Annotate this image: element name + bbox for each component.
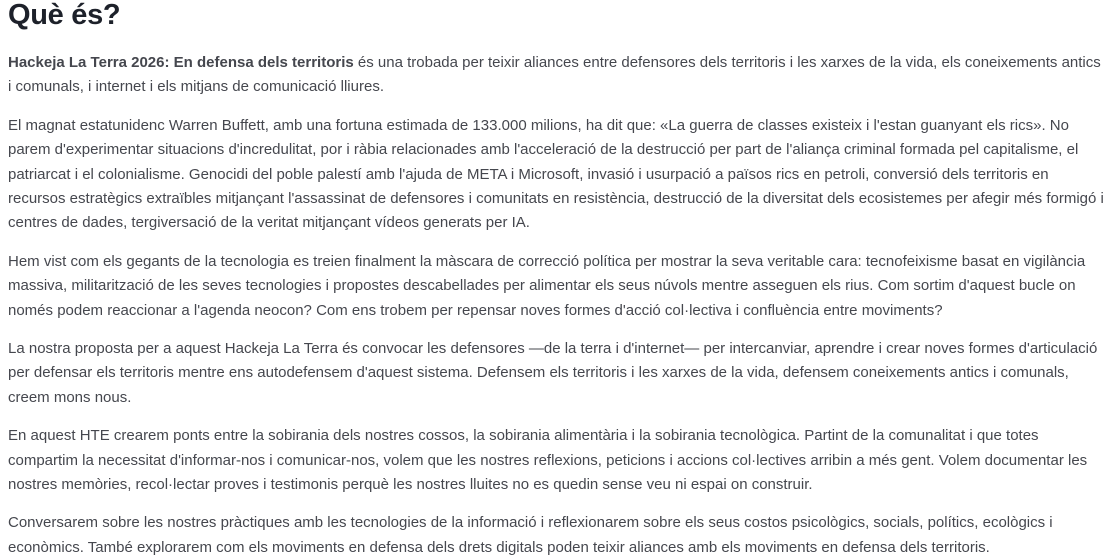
paragraph-hte-bridges: En aquest HTE crearem ponts entre la sobirania dels nostres cossos, la sobirania alimentària i la sobirania tecnològica. Partint de la comunalitat i que totes compartim la necessitat d'informar-nos i comunicar-nos, volem que les nostres reflexions, peticions i accions col·lectives arribin a més gent. Volem documentar les nostres memòries, recol·lectar proves i testimonis perquè les nostres lluites no es quedin sense veu ni espai on construir. xyxy=(8,427,1088,493)
paragraph-tech-giants: Hem vist com els gegants de la tecnologia es treien finalment la màscara de correcció política per mostrar la seva veritable cara: tecnofeixisme basat en vigilància massiva, militarització de les seves tecnologies i propostes descabellades per alimentar els seus núvols mentre asseguen els rius. Com sortim d'aquest bucle on només podem reaccionar a l'agenda neocon? Com ens trobem per repensar noves formes d'acció col·lectiva i confluència entre moviments? xyxy=(8,252,1086,319)
intro-paragraph xyxy=(8,51,1107,100)
paragraph-conversations: Conversarem sobre les nostres pràctiques amb les tecnologies de la informació i reflexionarem sobre els seus costos psicològics, socials, polítics, ecològics i econòmics. També explorarem com els moviments en defensa dels drets digitals poden teixir aliances amb els moviments en defensa dels territoris. xyxy=(8,514,1053,556)
intro-paragraph-text: és una trobada per teixir aliances entre defensores dels territoris i les xarxes de la vida, els coneixements antics i comunals, i internet i els mitjans de comunicació lliures. xyxy=(8,53,1101,96)
paragraph-buffett: El magnat estatunidenc Warren Buffett, amb una fortuna estimada de 133.000 milions, ha dit que: «La guerra de classes existeix i l'estan guanyant els rics». No parem d'experimentar situacions d'incredulitat, por i ràbia relacionades amb l'acceleració de la destrucció per part de l'aliança criminal formada pel capitalisme, el patriarcat i el colonialisme. Genocidi del poble palestí amb l'ajuda de META i Microsoft, invasió i usurpació a països rics en petroli, conversió dels territoris en recursos estratègics extraïbles mitjançant l'assassinat de defensores i comunitats en resistència, destrucció de la diversitat dels ecosistemes per afegir més formigó i centres de dades, tergiversació de la veritat mitjançant vídeos generats per IA. xyxy=(8,116,1104,232)
page-title: Què és? xyxy=(8,0,121,31)
intro-bold-lead: Hackeja La Terra 2026: En defensa dels territoris xyxy=(8,53,354,71)
paragraph-proposal: La nostra proposta per a aquest Hackeja La Terra és convocar les defensores —de la terra i d'internet— per intercanviar, aprendre i crear noves formes d'articulació per defensar els territoris mentre ens autodefensem d'aquest sistema. Defensem els territoris i les xarxes de la vida, defensem coneixements antics i comunals, creem mons nous. xyxy=(8,339,1098,406)
